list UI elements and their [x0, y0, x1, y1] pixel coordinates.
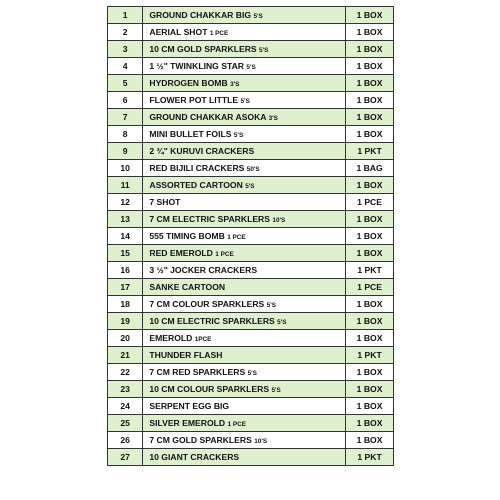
table-row [108, 92, 394, 109]
item-pack-size: 10'S [254, 438, 268, 445]
item-pack-size: 5'S [277, 319, 287, 326]
item-name: 7 CM GOLD SPARKLERS [149, 435, 252, 445]
row-number: 10 [108, 160, 143, 177]
item-name: 555 TIMING BOMB [149, 231, 225, 241]
item-pack-size: 10'S [272, 217, 286, 224]
row-number: 20 [108, 330, 143, 347]
item-quantity: 1 PCE [346, 194, 394, 211]
item-name: 7 CM ELECTRIC SPARKLERS [149, 214, 270, 224]
item-name: ASSORTED CARTOON [149, 180, 243, 190]
row-number: 26 [108, 432, 143, 449]
item-name-cell [143, 228, 346, 245]
item-quantity: 1 PKT [346, 143, 394, 160]
row-number: 5 [108, 75, 143, 92]
item-name: 7 CM COLOUR SPARKLERS [149, 299, 265, 309]
item-name-cell [143, 296, 346, 313]
item-name: 10 CM COLOUR SPARKLERS [149, 384, 270, 394]
row-number: 7 [108, 109, 143, 126]
row-number: 14 [108, 228, 143, 245]
table-row [108, 415, 394, 432]
row-number: 6 [108, 92, 143, 109]
item-quantity: 1 PCE [346, 279, 394, 296]
item-name: SERPENT EGG BIG [149, 401, 230, 411]
item-name: SANKE CARTOON [149, 282, 226, 292]
item-quantity: 1 BOX [346, 330, 394, 347]
item-quantity: 1 BOX [346, 24, 394, 41]
item-quantity: 1 BAG [346, 160, 394, 177]
table-row [108, 364, 394, 381]
item-name: 2 ¾" KURUVI CRACKERS [149, 146, 255, 156]
item-name-cell [143, 398, 346, 415]
row-number: 25 [108, 415, 143, 432]
item-name: 3 ½" JOCKER CRACKERS [149, 265, 258, 275]
item-name: SILVER EMEROLD [149, 418, 226, 428]
row-number: 17 [108, 279, 143, 296]
item-name-cell [143, 432, 346, 449]
table-row [108, 41, 394, 58]
row-number: 1 [108, 7, 143, 24]
item-name-cell [143, 41, 346, 58]
item-pack-size: 5'S [233, 132, 244, 139]
item-pack-size: 1 PCE [227, 421, 246, 428]
item-quantity: 1 BOX [346, 398, 394, 415]
item-name: AERIAL SHOT [149, 27, 208, 37]
table-row [108, 398, 394, 415]
item-name-cell [143, 449, 346, 466]
row-number: 8 [108, 126, 143, 143]
item-pack-size: 5'S [240, 98, 250, 105]
item-name-cell [143, 24, 346, 41]
table-row [108, 7, 394, 24]
table-row [108, 160, 394, 177]
table-row [108, 347, 394, 364]
item-name-cell [143, 262, 346, 279]
row-number: 2 [108, 24, 143, 41]
item-pack-size: 5'S [266, 302, 277, 309]
table-row [108, 432, 394, 449]
item-pack-size: 5'S [253, 13, 263, 20]
item-pack-size: 5'S [271, 387, 281, 394]
item-pack-size: 3'S [230, 81, 240, 88]
item-quantity: 1 BOX [346, 364, 394, 381]
row-number: 4 [108, 58, 143, 75]
item-pack-size: 5'S [259, 47, 269, 54]
item-quantity: 1 BOX [346, 177, 394, 194]
item-name: FLOWER POT LITTLE [149, 95, 239, 105]
item-name-cell [143, 92, 346, 109]
item-quantity: 1 BOX [346, 75, 394, 92]
item-quantity: 1 BOX [346, 296, 394, 313]
item-name: GROUND CHAKKAR BIG [149, 10, 252, 20]
item-name-cell [143, 245, 346, 262]
table-row [108, 228, 394, 245]
item-name-cell [143, 381, 346, 398]
item-name: RED BIJILI CRACKERS [149, 163, 245, 173]
row-number: 11 [108, 177, 143, 194]
row-number: 12 [108, 194, 143, 211]
item-quantity: 1 BOX [346, 228, 394, 245]
table-row [108, 24, 394, 41]
item-quantity: 1 BOX [346, 211, 394, 228]
item-name: THUNDER FLASH [149, 350, 223, 360]
item-name-cell [143, 126, 346, 143]
item-quantity: 1 PKT [346, 449, 394, 466]
item-pack-size: 5'S [247, 370, 257, 377]
item-quantity: 1 PKT [346, 347, 394, 364]
item-name-cell [143, 313, 346, 330]
row-number: 23 [108, 381, 143, 398]
item-name-cell [143, 364, 346, 381]
table-row [108, 194, 394, 211]
item-quantity: 1 PKT [346, 262, 394, 279]
table-row [108, 296, 394, 313]
item-pack-size: 1 PCE [209, 30, 229, 37]
item-name: HYDROGEN BOMB [149, 78, 228, 88]
table-row [108, 126, 394, 143]
row-number: 21 [108, 347, 143, 364]
item-name-cell [143, 109, 346, 126]
items-table [107, 6, 394, 466]
item-name-cell [143, 330, 346, 347]
table-row [108, 109, 394, 126]
item-name: 10 CM GOLD SPARKLERS [149, 44, 257, 54]
item-pack-size: 5'S [246, 64, 256, 71]
row-number: 19 [108, 313, 143, 330]
row-number: 22 [108, 364, 143, 381]
item-name-cell [143, 279, 346, 296]
table-row [108, 58, 394, 75]
row-number: 15 [108, 245, 143, 262]
item-quantity: 1 BOX [346, 432, 394, 449]
item-quantity: 1 BOX [346, 109, 394, 126]
item-name: 10 GIANT CRACKERS [149, 452, 240, 462]
item-name-cell [143, 143, 346, 160]
item-name-cell [143, 177, 346, 194]
row-number: 13 [108, 211, 143, 228]
row-number: 24 [108, 398, 143, 415]
row-number: 3 [108, 41, 143, 58]
item-name: GROUND CHAKKAR ASOKA [149, 112, 267, 122]
item-name: RED EMEROLD [149, 248, 213, 258]
table-row [108, 381, 394, 398]
row-number: 27 [108, 449, 143, 466]
item-quantity: 1 BOX [346, 41, 394, 58]
item-name-cell [143, 415, 346, 432]
item-name: 10 CM ELECTRIC SPARKLERS [149, 316, 275, 326]
item-name: EMEROLD [149, 333, 193, 343]
item-name-cell [143, 194, 346, 211]
table-row [108, 177, 394, 194]
item-pack-size: 1PCE [194, 336, 212, 343]
item-quantity: 1 BOX [346, 415, 394, 432]
table-row [108, 449, 394, 466]
item-quantity: 1 BOX [346, 58, 394, 75]
row-number: 9 [108, 143, 143, 160]
item-quantity: 1 BOX [346, 313, 394, 330]
item-pack-size: 50'S [246, 166, 260, 173]
item-name-cell [143, 160, 346, 177]
item-quantity: 1 BOX [346, 92, 394, 109]
table-row [108, 279, 394, 296]
item-pack-size: 5'S [245, 183, 255, 190]
item-quantity: 1 BOX [346, 7, 394, 24]
item-pack-size: 1 PCE [227, 234, 246, 241]
item-name: 7 CM RED SPARKLERS [149, 367, 246, 377]
table-row [108, 313, 394, 330]
table-row [108, 330, 394, 347]
item-name-cell [143, 211, 346, 228]
item-name: 7 SHOT [149, 197, 181, 207]
table-row [108, 143, 394, 160]
item-quantity: 1 BOX [346, 126, 394, 143]
row-number: 16 [108, 262, 143, 279]
item-name: 1 ½" TWINKLING STAR [149, 61, 244, 71]
item-name-cell [143, 347, 346, 364]
table-row [108, 245, 394, 262]
item-pack-size: 3'S [268, 115, 278, 122]
item-quantity: 1 BOX [346, 245, 394, 262]
table-row [108, 262, 394, 279]
table-row [108, 75, 394, 92]
row-number: 18 [108, 296, 143, 313]
item-pack-size: 1 PCE [215, 251, 234, 258]
items-table-body [108, 7, 394, 466]
item-name: MINI BULLET FOILS [149, 129, 232, 139]
item-name-cell [143, 7, 346, 24]
item-name-cell [143, 58, 346, 75]
item-quantity: 1 BOX [346, 381, 394, 398]
table-row [108, 211, 394, 228]
item-name-cell [143, 75, 346, 92]
